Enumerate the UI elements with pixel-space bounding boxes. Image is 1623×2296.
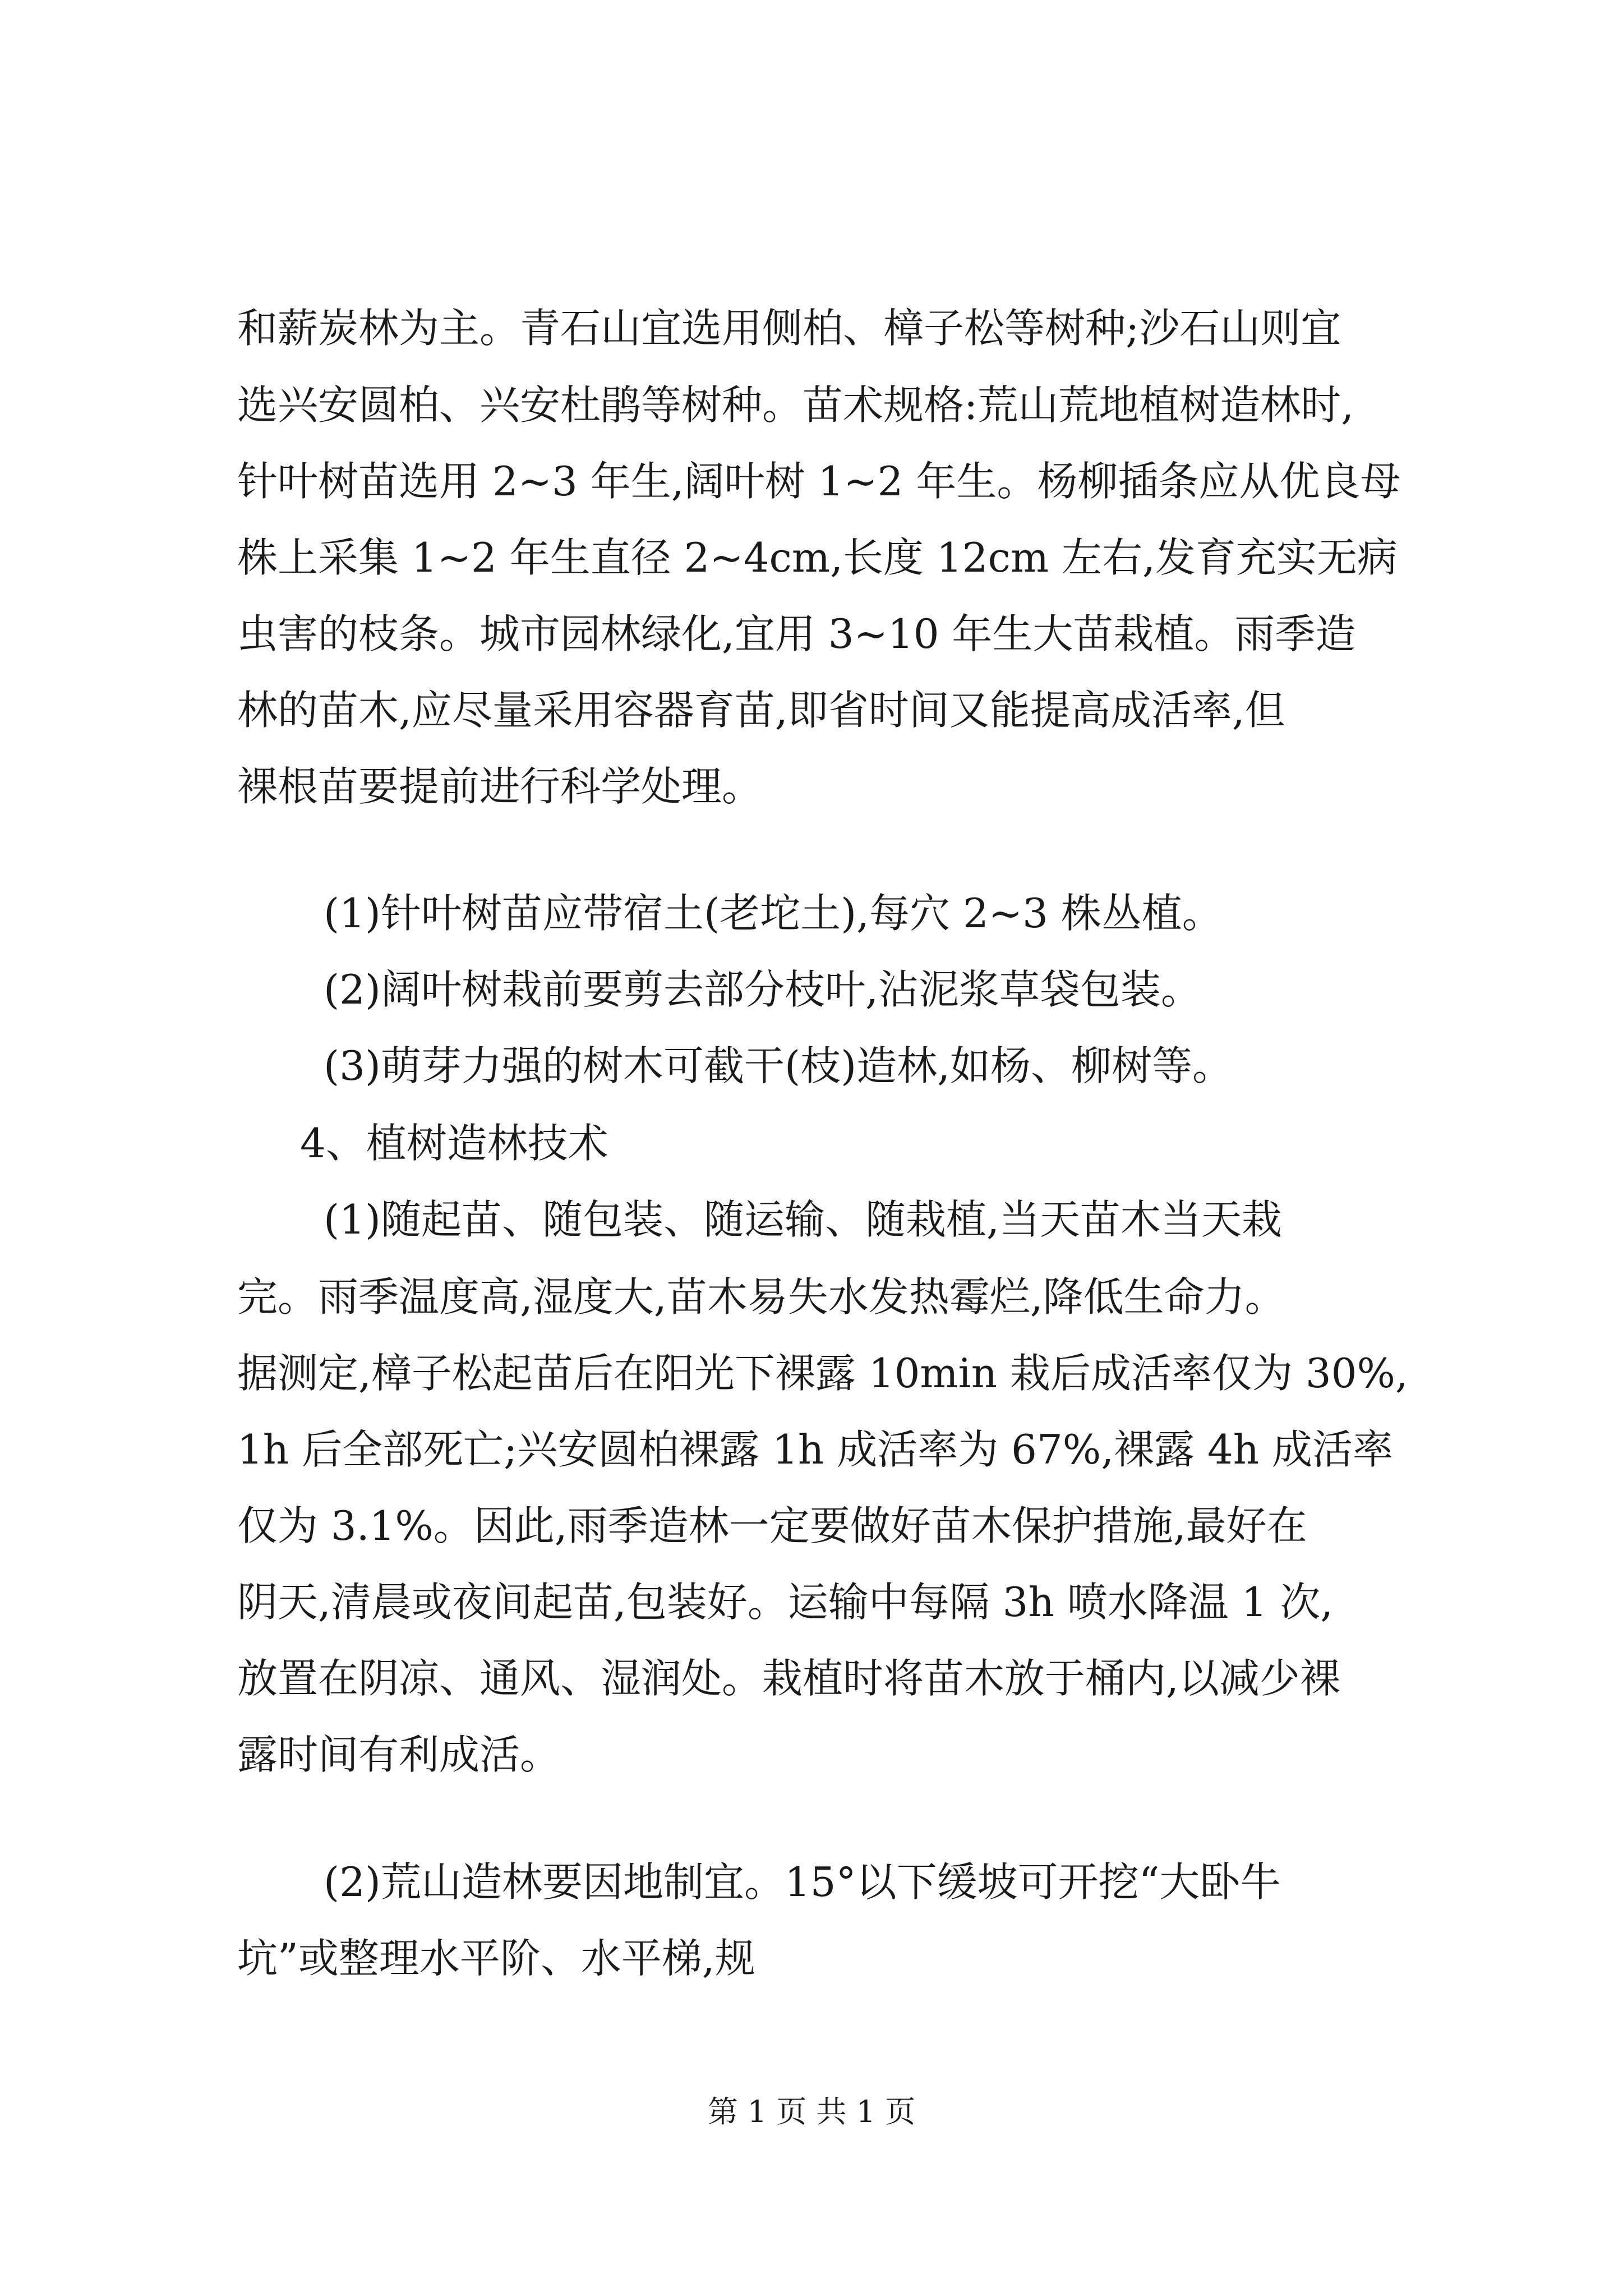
- body-text-line: 选兴安圆柏、兴安杜鹃等树种。苗术规格:荒山荒地植树造林时,: [237, 381, 1354, 429]
- body-text-line: (1)针叶树苗应带宿土(老坨土),每穴 2~3 株丛植。: [324, 890, 1223, 937]
- body-text-line: (3)萌芽力强的树木可截干(枝)造林,如杨、柳树等。: [324, 1042, 1233, 1089]
- body-text-line: (2)阔叶树栽前要剪去部分枝叶,沾泥浆草袋包装。: [324, 966, 1201, 1013]
- section-heading: 4、植树造林技术: [300, 1120, 608, 1167]
- body-text-line: 林的苗木,应尽量采用容器育苗,即省时间又能提高成活率,但: [237, 687, 1285, 734]
- body-text-line: (1)随起苗、随包装、随运输、随栽植,当天苗木当天栽: [324, 1196, 1282, 1243]
- body-text-line: 和薪炭林为主。青石山宜选用侧柏、樟子松等树种;沙石山则宜: [237, 305, 1341, 352]
- body-text-line: 针叶树苗选用 2~3 年生,阔叶树 1~2 年生。杨柳插条应从优良母: [237, 458, 1401, 505]
- page-footer: 第 1 页 共 1 页: [707, 2094, 916, 2129]
- body-text-line: (2)荒山造林要因地制宜。15°以下缓坡可开挖“大卧牛: [324, 1858, 1281, 1906]
- body-text-line: 裸根苗要提前进行科学处理。: [237, 763, 763, 810]
- body-text-line: 露时间有利成活。: [237, 1731, 561, 1778]
- body-text-line: 完。雨季温度高,湿度大,苗木易失水发热霉烂,降低生命力。: [237, 1273, 1285, 1320]
- body-text-line: 仅为 3.1%。因此,雨季造林一定要做好苗木保护措施,最好在: [237, 1502, 1307, 1549]
- body-text-line: 坑”或整理水平阶、水平梯,规: [237, 1935, 755, 1982]
- body-text-line: 阴天,清晨或夜间起苗,包装好。运输中每隔 3h 喷水降温 1 次,: [237, 1579, 1334, 1626]
- body-text-line: 据测定,樟子松起苗后在阳光下裸露 10min 栽后成活率仅为 30%,: [237, 1350, 1408, 1397]
- body-text-line: 放置在阴凉、通风、湿润处。栽植时将苗木放于桶内,以减少裸: [237, 1655, 1340, 1702]
- body-text-line: 1h 后全部死亡;兴安圆柏裸露 1h 成活率为 67%,裸露 4h 成活率: [237, 1426, 1394, 1473]
- body-text-line: 株上采集 1~2 年生直径 2~4cm,长度 12cm 左右,发育充实无病: [237, 534, 1398, 581]
- body-text-line: 虫害的枝条。城市园林绿化,宜用 3~10 年生大苗栽植。雨季造: [237, 610, 1356, 657]
